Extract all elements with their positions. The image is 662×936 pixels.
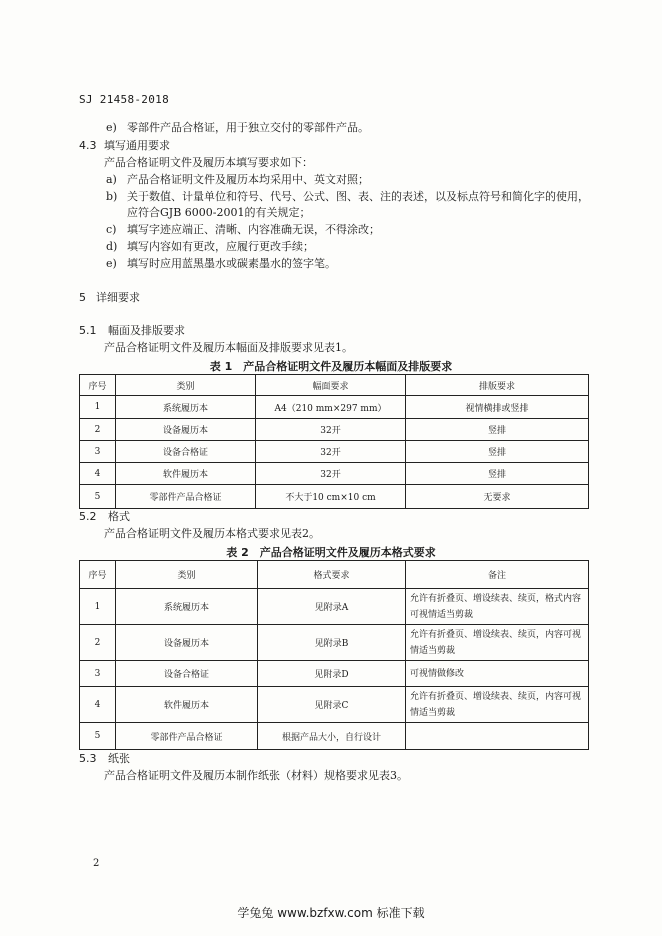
footer-watermark: 学兔兔 www.bzfxw.com 标准下载 bbox=[237, 906, 425, 920]
table-row bbox=[80, 441, 589, 463]
section-number: 4.3 bbox=[79, 139, 97, 152]
page-number: 2 bbox=[93, 858, 100, 869]
table-row bbox=[80, 723, 589, 750]
table1-caption: 表 1 产品合格证明文件及履历本幅面及排版要求 bbox=[209, 360, 453, 373]
list-text: 零部件产品合格证，用于独立交付的零部件产品。 bbox=[127, 121, 369, 134]
table-cell: 设备合格证 bbox=[116, 661, 258, 687]
section-number: 5.1 bbox=[79, 324, 97, 337]
standard-number: SJ 21458-2018 bbox=[79, 93, 169, 106]
table-cell: 见附录A bbox=[258, 589, 406, 625]
list-label: b) bbox=[106, 190, 118, 203]
table-row bbox=[80, 589, 589, 625]
table-cell: 竖排 bbox=[406, 441, 589, 463]
table-row bbox=[80, 396, 589, 419]
table-header: 幅面要求 bbox=[256, 375, 406, 396]
list-label: d) bbox=[106, 240, 118, 253]
table-header-row bbox=[80, 375, 589, 396]
paragraph: 产品合格证明文件及履历本制作纸张（材料）规格要求见表3。 bbox=[104, 769, 408, 782]
table-cell: 竖排 bbox=[406, 419, 589, 441]
list-text: 填写内容如有更改，应履行更改手续； bbox=[127, 240, 314, 253]
table-cell: 视情横排或竖排 bbox=[406, 396, 589, 419]
table-header: 备注 bbox=[406, 561, 589, 589]
table-cell: 允许有折叠页、增设续表、续页，格式内容可视情适当剪裁 bbox=[406, 589, 589, 625]
table-cell: 5 bbox=[80, 485, 116, 509]
table-cell: 见附录B bbox=[258, 625, 406, 661]
table-cell: 2 bbox=[80, 419, 116, 441]
table-cell: 4 bbox=[80, 463, 116, 485]
list-text: 填写时应用蓝黑墨水或碳素墨水的签字笔。 bbox=[127, 257, 336, 270]
table-cell: 1 bbox=[80, 589, 116, 625]
table-cell: 4 bbox=[80, 687, 116, 723]
list-label: e) bbox=[106, 257, 117, 270]
section-title: 填写通用要求 bbox=[104, 139, 170, 152]
table-cell: 1 bbox=[80, 396, 116, 419]
table-cell: 系统履历本 bbox=[116, 396, 256, 419]
table-header: 序号 bbox=[80, 561, 116, 589]
table1 bbox=[79, 374, 589, 509]
table-cell bbox=[406, 723, 589, 750]
table-header: 格式要求 bbox=[258, 561, 406, 589]
table-row bbox=[80, 485, 589, 509]
table-cell: 零部件产品合格证 bbox=[116, 723, 258, 750]
table-cell: 3 bbox=[80, 441, 116, 463]
table-row bbox=[80, 661, 589, 687]
table-cell: 3 bbox=[80, 661, 116, 687]
table-row bbox=[80, 625, 589, 661]
section-number: 5.2 bbox=[79, 510, 97, 523]
list-label: c) bbox=[106, 223, 117, 236]
table-cell: 软件履历本 bbox=[116, 687, 258, 723]
table-cell: 32开 bbox=[256, 419, 406, 441]
section-number: 5 bbox=[79, 291, 86, 304]
section-title: 详细要求 bbox=[96, 291, 140, 304]
table-cell: 设备履历本 bbox=[116, 419, 256, 441]
list-text: 产品合格证明文件及履历本均采用中、英文对照； bbox=[127, 173, 369, 186]
list-label: a) bbox=[106, 173, 117, 186]
list-text-continued: 应符合GJB 6000-2001的有关规定； bbox=[127, 206, 311, 219]
section-title: 纸张 bbox=[108, 752, 130, 765]
section-title: 幅面及排版要求 bbox=[108, 324, 185, 337]
section-number: 5.3 bbox=[79, 752, 97, 765]
paragraph: 产品合格证明文件及履历本幅面及排版要求见表1。 bbox=[104, 341, 353, 354]
table-cell: 32开 bbox=[256, 441, 406, 463]
table-header: 排版要求 bbox=[406, 375, 589, 396]
table-cell: A4（210 mm×297 mm） bbox=[256, 396, 406, 419]
table-cell: 根据产品大小，自行设计 bbox=[258, 723, 406, 750]
table-cell: 软件履历本 bbox=[116, 463, 256, 485]
table-cell: 5 bbox=[80, 723, 116, 750]
table-cell: 见附录D bbox=[258, 661, 406, 687]
table-cell: 2 bbox=[80, 625, 116, 661]
table-header-row bbox=[80, 561, 589, 589]
table-cell: 允许有折叠页、增设续表、续页，内容可视情适当剪裁 bbox=[406, 625, 589, 661]
table-cell: 32开 bbox=[256, 463, 406, 485]
paragraph: 产品合格证明文件及履历本格式要求见表2。 bbox=[104, 527, 320, 540]
table2-caption: 表 2 产品合格证明文件及履历本格式要求 bbox=[226, 546, 436, 559]
table-cell: 可视情做修改 bbox=[406, 661, 589, 687]
list-label: e) bbox=[106, 121, 117, 134]
table-cell: 允许有折叠页、增设续表、续页，内容可视情适当剪裁 bbox=[406, 687, 589, 723]
table-row bbox=[80, 687, 589, 723]
paragraph: 产品合格证明文件及履历本填写要求如下： bbox=[104, 156, 313, 169]
table-cell: 见附录C bbox=[258, 687, 406, 723]
table-cell: 竖排 bbox=[406, 463, 589, 485]
table-header: 类别 bbox=[116, 561, 258, 589]
list-text: 关于数值、计量单位和符号、代号、公式、图、表、注的表述，以及标点符号和简化字的使用， bbox=[127, 190, 589, 203]
table-row bbox=[80, 419, 589, 441]
table-cell: 系统履历本 bbox=[116, 589, 258, 625]
table-header: 类别 bbox=[116, 375, 256, 396]
section-title: 格式 bbox=[108, 510, 130, 523]
list-text: 填写字迹应端正、清晰、内容准确无误，不得涂改； bbox=[127, 223, 380, 236]
table-cell: 零部件产品合格证 bbox=[116, 485, 256, 509]
table-cell: 设备履历本 bbox=[116, 625, 258, 661]
table-header: 序号 bbox=[80, 375, 116, 396]
table2 bbox=[79, 560, 589, 750]
table-cell: 不大于10 cm×10 cm bbox=[256, 485, 406, 509]
table-row bbox=[80, 463, 589, 485]
table-cell: 无要求 bbox=[406, 485, 589, 509]
table-cell: 设备合格证 bbox=[116, 441, 256, 463]
